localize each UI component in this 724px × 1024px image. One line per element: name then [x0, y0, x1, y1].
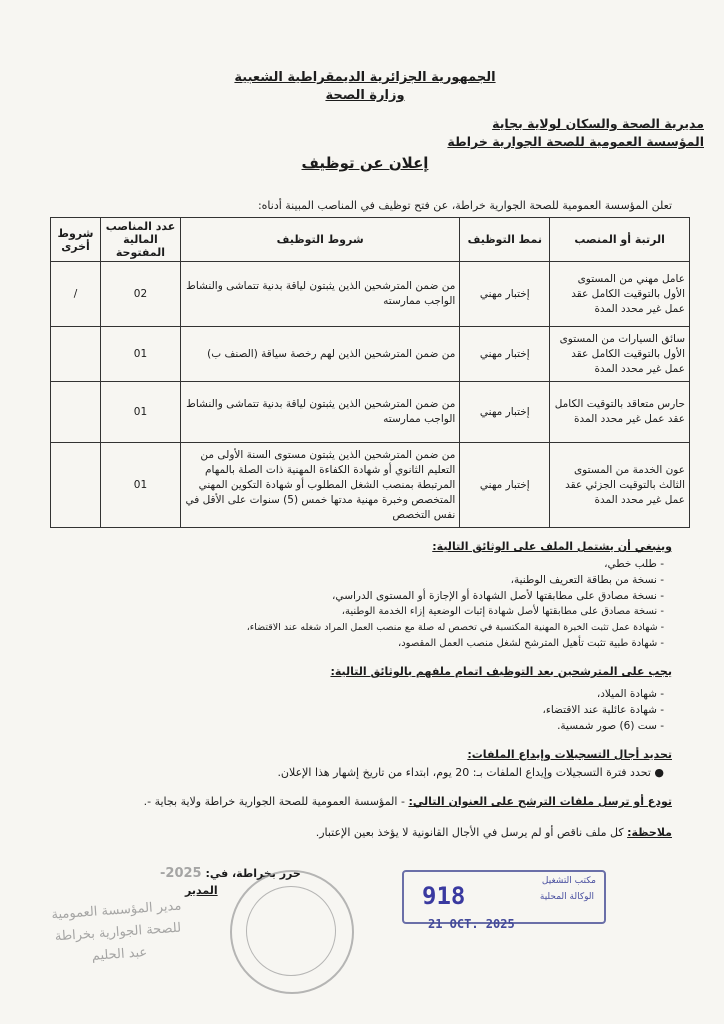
after-hire-item: - شهادة عائلية عند الاقتضاء، [542, 704, 664, 716]
cell-other: / [51, 262, 101, 327]
note-line [316, 826, 672, 839]
cell-positions: 01 [101, 327, 181, 382]
after-hire-title: يجب على المترشحين بعد التوظيف اتمام ملفهم بالوثائق التالية: [330, 665, 672, 678]
documents-title: وينبغي أن يشتمل الملف على الوثائق التالية: [432, 540, 672, 553]
director-stamp-line: مدير المؤسسة العمومية [51, 898, 182, 923]
cell-other [51, 327, 101, 382]
cell-conditions: من ضمن المترشحين الذين يثبتون لياقة بدنية تتماشى والنشاط الواجب ممارسته [180, 262, 459, 327]
cell-mode: إختبار مهني [460, 443, 550, 528]
cell-rank: عون الخدمة من المستوى الثالث بالتوقيت الجزئي عقد عمل غير محدد المدة [550, 443, 690, 528]
header-rank: الرتبة أو المنصب [550, 218, 690, 262]
cell-rank: عامل مهني من المستوى الأول بالتوقيت الكامل عقد عمل غير محدد المدة [550, 262, 690, 327]
note-title: ملاحظة: [627, 826, 672, 839]
cell-other [51, 382, 101, 443]
after-hire-item: - ست (6) صور شمسية. [557, 720, 664, 732]
cell-positions: 01 [101, 443, 181, 528]
address-title: تودع أو ترسل ملفات الترشح على العنوان التالي: [408, 795, 672, 808]
document-item: - نسخة مصادق على مطابقتها لأصل شهادة إثبات الوضعية إزاء الخدمة الوطنية، [341, 606, 664, 617]
header-other: شروط أخرى [51, 218, 101, 262]
header-positions: عدد المناصب المالية المفتوحة [101, 218, 181, 262]
note-text: كل ملف ناقص أو لم يرسل في الأجال القانونية لا يؤخذ بعين الإعتبار. [315, 826, 624, 839]
deadline-text-value: تحدد فترة التسجيلات وإيداع الملفات بـ: 20 يوم، ابتداء من تاريخ إشهار هذا الإعلان. [277, 766, 651, 779]
cell-rank: حارس متعاقد بالتوقيت الكامل عقد عمل غير محدد المدة [550, 382, 690, 443]
document-item: - شهادة عمل تثبت الخبرة المهنية المكتسبة في تخصص له صلة مع منصب العمل المراد شغله عند الاقتضاء، [246, 622, 664, 633]
bullet-icon: ● [650, 766, 664, 779]
header-mode: نمط التوظيف [460, 218, 550, 262]
registry-stamp-line: الوكالة المحلية [539, 892, 594, 902]
registry-stamp-line: مكتب التشغيل [541, 876, 596, 886]
institution-seal-icon [230, 870, 354, 994]
cell-conditions: من ضمن المترشحين الذين يثبتون لياقة بدنية تتماشى والنشاط الواجب ممارسته [180, 382, 459, 443]
table-row [51, 382, 690, 443]
table-header-row [51, 218, 690, 262]
deadline-title: تحديد أجال التسجيلات وإيداع الملفات: [467, 748, 672, 761]
document-item: - نسخة مصادق على مطابقتها لأصل الشهادة أو الإجازة أو المستوى الدراسي، [332, 590, 664, 602]
document-item: - شهادة طبية تثبت تأهيل المترشح لشغل منصب العمل المقصود، [397, 638, 664, 649]
ministry-header: وزارة الصحة [325, 88, 405, 103]
deadline-text [277, 766, 664, 779]
republic-header: الجمهورية الجزائرية الديمقراطية الشعبية [234, 70, 496, 85]
cell-conditions: من ضمن المترشحين الذين يثبتون مستوى السنة الأولى من التعليم الثانوي أو شهادة الكفاءة المهنية ذات الصلة بالمهام المرتبطة بمنصب الشغل المطلوب أو شهادة التكوين المهني المتخصص وخبرة مهنية مدتها خمس (5) سنوات على الأقل في نفس التخصص [180, 443, 459, 528]
cell-mode: إختبار مهني [460, 262, 550, 327]
signature-date: 2025- [160, 866, 202, 881]
registry-number: 918 [422, 882, 466, 910]
directorate-header: مديرية الصحة والسكان لولاية بجاية [492, 116, 704, 131]
cell-mode: إختبار مهني [460, 382, 550, 443]
director-stamp-line: للصحة الجوارية بخراطة [54, 920, 182, 945]
document-item: - طلب خطي، [604, 558, 664, 570]
director-stamp-line: عبد الحليم [91, 945, 148, 964]
signature-place-label: حرر بخراطة، في: [205, 867, 301, 880]
header-conditions: شروط التوظيف [180, 218, 459, 262]
after-hire-item: - شهادة الميلاد، [596, 688, 664, 700]
registry-date: 21 OCT. 2025 [428, 917, 515, 931]
address-line [144, 795, 672, 808]
document-item: - نسخة من بطاقة التعريف الوطنية، [510, 574, 664, 586]
cell-other [51, 443, 101, 528]
table-row [51, 443, 690, 528]
signature-role: المدير [185, 884, 218, 897]
registry-stamp [402, 870, 606, 924]
director-stamp [16, 893, 220, 973]
cell-positions: 01 [101, 382, 181, 443]
intro-text: تعلن المؤسسة العمومية للصحة الجوارية خراطة، عن فتح توظيف في المناصب المبينة أدناه: [257, 199, 672, 212]
address-text: - المؤسسة العمومية للصحة الجوارية خراطة ولاية بجاية -. [143, 795, 405, 808]
table-row [51, 262, 690, 327]
institution-header: المؤسسة العمومية للصحة الجوارية خراطة [447, 134, 704, 149]
page-title: إعلان عن توظيف [301, 154, 429, 172]
cell-positions: 02 [101, 262, 181, 327]
cell-rank: سائق السيارات من المستوى الأول بالتوقيت الكامل عقد عمل غير محدد المدة [550, 327, 690, 382]
positions-table [50, 217, 690, 528]
cell-conditions: من ضمن المترشحين الذين لهم رخصة سياقة (الصنف ب) [180, 327, 459, 382]
table-row [51, 327, 690, 382]
cell-mode: إختبار مهني [460, 327, 550, 382]
